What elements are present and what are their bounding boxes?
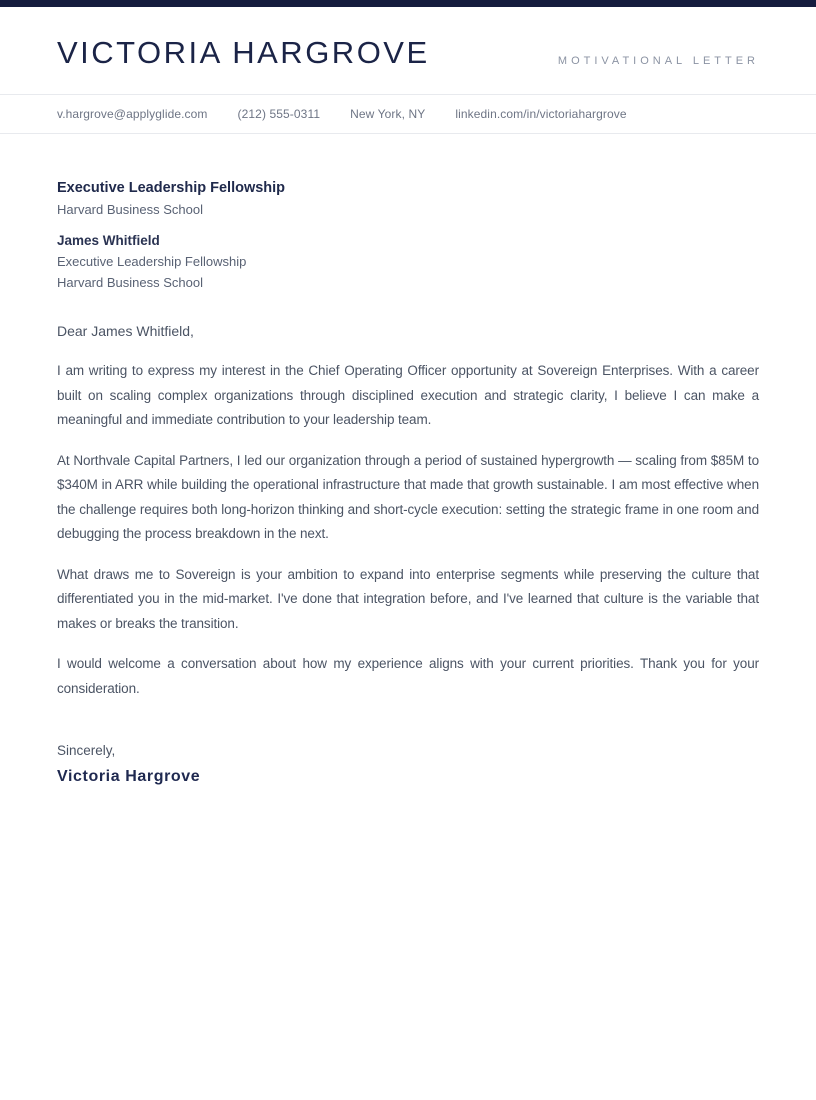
closing-block bbox=[57, 741, 759, 786]
recipient-gap bbox=[57, 220, 759, 230]
recipient-contact-name: James Whitfield bbox=[57, 233, 160, 248]
letter-paragraph: I am writing to express my interest in the Chief Operating Officer opportunity at Sovereign Enterprises. With a career built on scaling complex organizations through disciplined execution and strategic clarity, I believe I can make a meaningful and immediate contribution to your leadership team. bbox=[57, 363, 759, 427]
letter-paragraphs bbox=[57, 359, 759, 701]
recipient-program-heading: Executive Leadership Fellowship bbox=[57, 180, 286, 196]
contact-linkedin: linkedin.com/in/victoriahargrove bbox=[455, 107, 627, 121]
salutation: Dear James Whitfield, bbox=[57, 323, 194, 339]
letter-body bbox=[0, 134, 816, 786]
doc-type-label: MOTIVATIONAL LETTER bbox=[557, 55, 759, 67]
page-title: VICTORIA HARGROVE bbox=[57, 35, 430, 70]
letter-paragraph: What draws me to Sovereign is your ambition to expand into enterprise segments while preserving the culture that differentiated you in the mid-market. I've done that integration before, and I've learned that culture is the variable that makes or breaks the transition. bbox=[57, 566, 759, 631]
signature-name: Victoria Hargrove bbox=[57, 768, 201, 785]
recipient-contact-institution: Harvard Business School bbox=[57, 275, 203, 290]
recipient-contact-program: Executive Leadership Fellowship bbox=[57, 254, 247, 269]
contact-phone: (212) 555-0311 bbox=[237, 107, 321, 121]
recipient-institution: Harvard Business School bbox=[57, 202, 203, 217]
letter-paragraph: At Northvale Capital Partners, I led our organization through a period of sustained hypergrowth — scaling from $85M to $340M in ARR while building the operational infrastructure that made that growth sustainable. I am most effective when the challenge requires both long-horizon thinking and short-cycle execution: setting the strategic frame in one room and debugging the process breakdown in the next. bbox=[57, 452, 759, 541]
contact-email: v.hargrove@applyglide.com bbox=[57, 107, 208, 121]
letter-paragraph: I would welcome a conversation about how my experience aligns with your current priorities. Thank you for your consideration. bbox=[57, 656, 759, 696]
contact-bar bbox=[0, 94, 816, 134]
contact-location: New York, NY bbox=[350, 107, 426, 121]
top-accent-bar bbox=[0, 0, 816, 7]
closing-text: Sincerely, bbox=[57, 743, 116, 758]
recipient-block bbox=[57, 178, 759, 293]
header bbox=[0, 7, 816, 71]
